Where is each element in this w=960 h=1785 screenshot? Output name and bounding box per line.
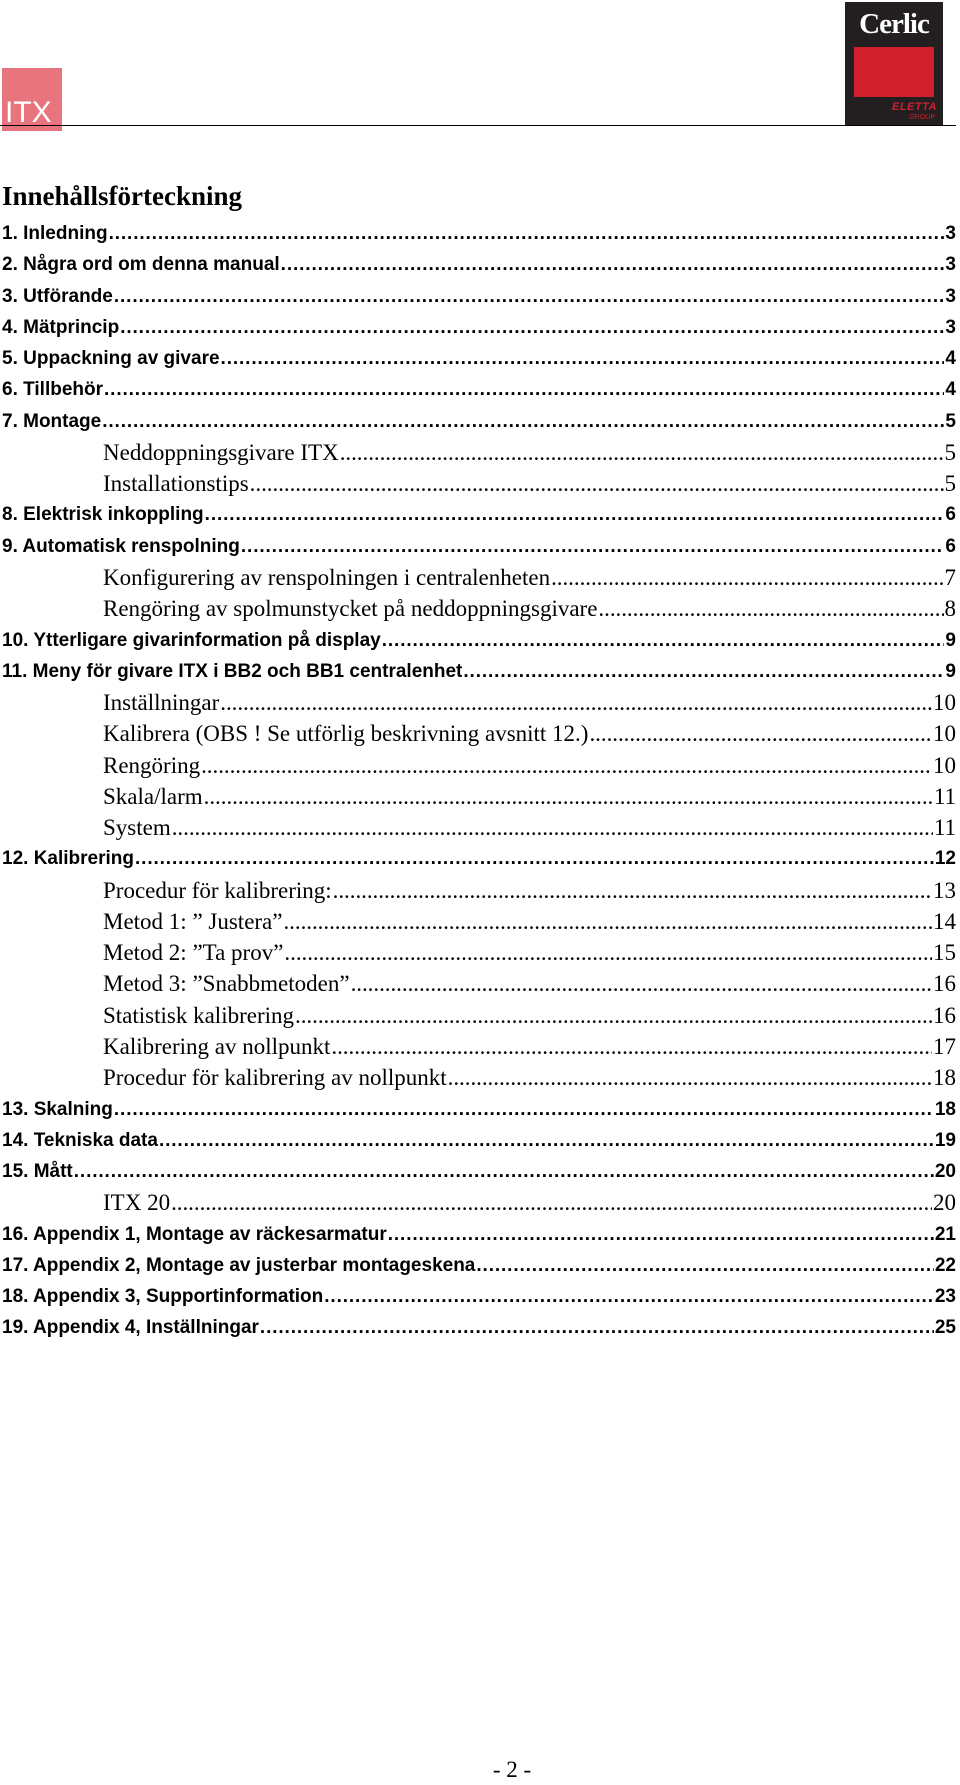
toc-entry-leader: [283, 908, 932, 936]
toc-entry-leader: [382, 629, 945, 653]
toc-entry-page: 9: [945, 629, 956, 651]
toc-entry[interactable]: [2, 1098, 956, 1122]
toc-entry[interactable]: [103, 439, 956, 467]
toc-entry-leader: [333, 877, 932, 905]
toc-entry[interactable]: [103, 720, 956, 748]
toc-entry[interactable]: [103, 595, 956, 623]
toc-entry-leader: [331, 1033, 932, 1061]
toc-entry-leader: [324, 1285, 934, 1309]
toc-entry-leader: [109, 222, 945, 246]
toc-entry-page: 4: [945, 379, 956, 401]
toc-entry-label: Metod 3: ”Snabbmetoden”: [103, 971, 350, 997]
toc-entry-page: 22: [934, 1254, 956, 1276]
toc-entry[interactable]: [2, 1254, 956, 1278]
toc-entry[interactable]: [103, 1002, 956, 1030]
toc-entry[interactable]: [2, 1223, 956, 1247]
toc-entry-leader: [171, 1189, 932, 1217]
toc-entry-leader: [476, 1254, 933, 1278]
toc-entry[interactable]: [103, 939, 956, 967]
toc-entry-page: 18: [933, 1065, 956, 1091]
toc-entry-leader: [295, 1002, 932, 1030]
toc-entry-page: 4: [945, 348, 956, 370]
toc-entry-page: 6: [945, 504, 956, 526]
toc-entry[interactable]: [2, 316, 956, 340]
toc-entry[interactable]: [2, 1285, 956, 1309]
toc-entry-page: 25: [934, 1317, 956, 1339]
toc-entry-leader: [120, 316, 944, 340]
toc-entry[interactable]: [103, 470, 956, 498]
toc-entry-leader: [281, 253, 945, 277]
toc-entry-page: 10: [933, 690, 956, 716]
toc-entry-label: 15. Mått: [2, 1161, 73, 1183]
toc-entry-leader: [221, 347, 945, 371]
toc-entry-label: Metod 1: ” Justera”: [103, 908, 283, 934]
toc-entry-page: 19: [934, 1129, 956, 1151]
toc-entry-label: Installationstips: [103, 471, 249, 497]
toc-entry[interactable]: [2, 847, 956, 871]
toc-entry[interactable]: [2, 1160, 956, 1184]
page-number: - 2 -: [492, 1757, 532, 1782]
toc-entry-leader: [388, 1223, 934, 1247]
toc-entry-page: 18: [934, 1098, 956, 1120]
toc-entry-label: 14. Tekniska data: [2, 1129, 158, 1151]
toc-entry-page: 3: [945, 285, 956, 307]
toc-entry[interactable]: [2, 378, 956, 402]
toc-entry-label: Rengöring av spolmunstycket på neddoppningsgivare: [103, 596, 598, 622]
toc-entry-leader: [284, 939, 932, 967]
toc-entry-page: 11: [933, 815, 956, 841]
toc-entry-leader: [74, 1160, 934, 1184]
toc-entry-page: 8: [944, 596, 956, 622]
cerlic-logo-eletta: ELETTA: [892, 101, 937, 113]
toc-entry-leader: [114, 1098, 934, 1122]
toc-entry[interactable]: [103, 783, 956, 811]
toc-entry-label: Procedur för kalibrering:: [103, 877, 332, 903]
toc-entry-leader: [448, 1064, 932, 1092]
toc-entry[interactable]: [2, 253, 956, 277]
toc-entry-leader: [250, 470, 944, 498]
toc-entry[interactable]: [2, 535, 956, 559]
itx-logo-text: ITX: [5, 96, 52, 129]
toc-entry-leader: [589, 720, 932, 748]
cerlic-logo-red-block: [854, 47, 934, 97]
toc-entry-page: 5: [945, 410, 956, 432]
toc-entry[interactable]: [2, 660, 956, 684]
toc-entry-leader: [159, 1129, 934, 1153]
toc-entry-label: 16. Appendix 1, Montage av räckesarmatur: [2, 1223, 387, 1245]
toc-entry[interactable]: [2, 1316, 956, 1340]
toc-entry-label: 8. Elektrisk inkoppling: [2, 504, 204, 526]
toc-entry-page: 5: [944, 471, 956, 497]
toc-entry[interactable]: [103, 1189, 956, 1217]
toc-entry-label: 17. Appendix 2, Montage av justerbar montageskena: [2, 1254, 476, 1276]
toc-entry-leader: [241, 535, 945, 559]
header-rule: [0, 125, 956, 126]
toc-entry-label: Skala/larm: [103, 783, 203, 809]
toc-entry-leader: [598, 595, 943, 623]
toc-entry-page: 14: [933, 908, 956, 934]
toc-entry-page: 13: [933, 877, 956, 903]
toc-entry-page: 17: [933, 1034, 956, 1060]
toc-entry-label: Neddoppningsgivare ITX: [103, 439, 339, 465]
toc-entry-label: Statistisk kalibrering: [103, 1002, 295, 1028]
cerlic-logo: [845, 2, 943, 126]
toc-entry[interactable]: [103, 814, 956, 842]
toc-entry-label: Konfigurering av renspolningen i centralenheten: [103, 564, 551, 590]
toc-entry-label: 4. Mätprincip: [2, 316, 120, 338]
toc-title: Innehållsförteckning: [2, 181, 243, 211]
toc-entry[interactable]: [2, 410, 956, 434]
toc-entry-label: 2. Några ord om denna manual: [2, 254, 280, 276]
toc-entry-leader: [104, 378, 944, 402]
toc-entry-page: 15: [933, 940, 956, 966]
toc-entry[interactable]: [103, 689, 956, 717]
toc-entry-label: 7. Montage: [2, 410, 102, 432]
toc-entry-leader: [220, 689, 932, 717]
toc-entry-leader: [463, 660, 944, 684]
toc-entry-label: 10. Ytterligare givarinformation på display: [2, 629, 381, 651]
toc-entry[interactable]: [103, 564, 956, 592]
toc-entry-label: 3. Utförande: [2, 285, 113, 307]
toc-entry-leader: [205, 503, 945, 527]
toc-entry-page: 21: [934, 1223, 956, 1245]
cerlic-logo-group: GROUP: [909, 114, 935, 121]
toc-entry-label: 9. Automatisk renspolning: [2, 535, 240, 557]
toc-entry-label: Rengöring: [103, 752, 201, 778]
toc-entry-page: 20: [934, 1161, 956, 1183]
toc-entry-leader: [351, 970, 932, 998]
toc-entry-label: 18. Appendix 3, Supportinformation: [2, 1286, 324, 1308]
toc-entry-label: Inställningar: [103, 690, 220, 716]
toc-entry[interactable]: [2, 1129, 956, 1153]
toc-entry[interactable]: [103, 1064, 956, 1092]
toc-entry-label: Kalibrera (OBS ! Se utförlig beskrivning avsnitt 12.): [103, 721, 589, 747]
toc-entry[interactable]: [2, 347, 956, 371]
toc-entry[interactable]: [2, 285, 956, 309]
toc-entry[interactable]: [103, 877, 956, 905]
toc-entry-label: 6. Tillbehör: [2, 379, 104, 401]
toc-entry-label: ITX 20: [103, 1190, 171, 1216]
toc-entry-page: 3: [945, 316, 956, 338]
itx-logo: [2, 68, 62, 131]
toc-entry-leader: [114, 285, 945, 309]
toc-entry-label: 19. Appendix 4, Inställningar: [2, 1317, 259, 1339]
toc-entry-page: 16: [933, 1002, 956, 1028]
toc-entry-page: 9: [945, 660, 956, 682]
toc-entry-leader: [172, 814, 933, 842]
toc-entry-label: 13. Skalning: [2, 1098, 113, 1120]
cerlic-logo-word: Cerlic: [859, 8, 929, 40]
toc-entry-page: 10: [933, 752, 956, 778]
toc-entry-page: 10: [933, 721, 956, 747]
toc-entry-page: 11: [933, 783, 956, 809]
toc-entry-page: 5: [944, 439, 956, 465]
toc-entry-page: 3: [945, 223, 956, 244]
toc-entry-label: 1. Inledning: [2, 223, 108, 244]
toc-entry-page: 7: [944, 564, 956, 590]
toc-entry-leader: [102, 410, 944, 434]
toc-entry[interactable]: [2, 503, 956, 527]
toc-entry-label: Kalibrering av nollpunkt: [103, 1034, 331, 1060]
toc-entry-leader: [201, 752, 932, 780]
toc-entry-leader: [260, 1316, 934, 1340]
toc-entry[interactable]: [103, 970, 956, 998]
toc-entry[interactable]: [103, 908, 956, 936]
toc-entry-label: 12. Kalibrering: [2, 848, 134, 870]
toc-entry-label: 5. Uppackning av givare: [2, 348, 220, 370]
toc-entry-page: 3: [945, 254, 956, 276]
toc-entry-label: Metod 2: ”Ta prov”: [103, 940, 284, 966]
toc-entry-page: 16: [933, 971, 956, 997]
toc-entry[interactable]: [103, 752, 956, 780]
toc-entry-page: 12: [934, 848, 956, 870]
toc-entry-label: 11. Meny för givare ITX i BB2 och BB1 centralenhet: [2, 660, 463, 682]
toc-entry-leader: [340, 439, 944, 467]
toc-entry-leader: [204, 783, 933, 811]
toc-entry-page: 6: [945, 535, 956, 557]
toc-entry[interactable]: [103, 1033, 956, 1061]
toc-entry-label: System: [103, 815, 171, 841]
toc-entry-leader: [551, 564, 943, 592]
toc-entry-leader: [135, 847, 934, 871]
toc-entry-page: 20: [933, 1190, 956, 1216]
toc-entry[interactable]: [2, 222, 956, 246]
toc-entry[interactable]: [2, 629, 956, 653]
toc-entry-label: Procedur för kalibrering av nollpunkt: [103, 1065, 447, 1091]
toc-entry-page: 23: [934, 1286, 956, 1308]
